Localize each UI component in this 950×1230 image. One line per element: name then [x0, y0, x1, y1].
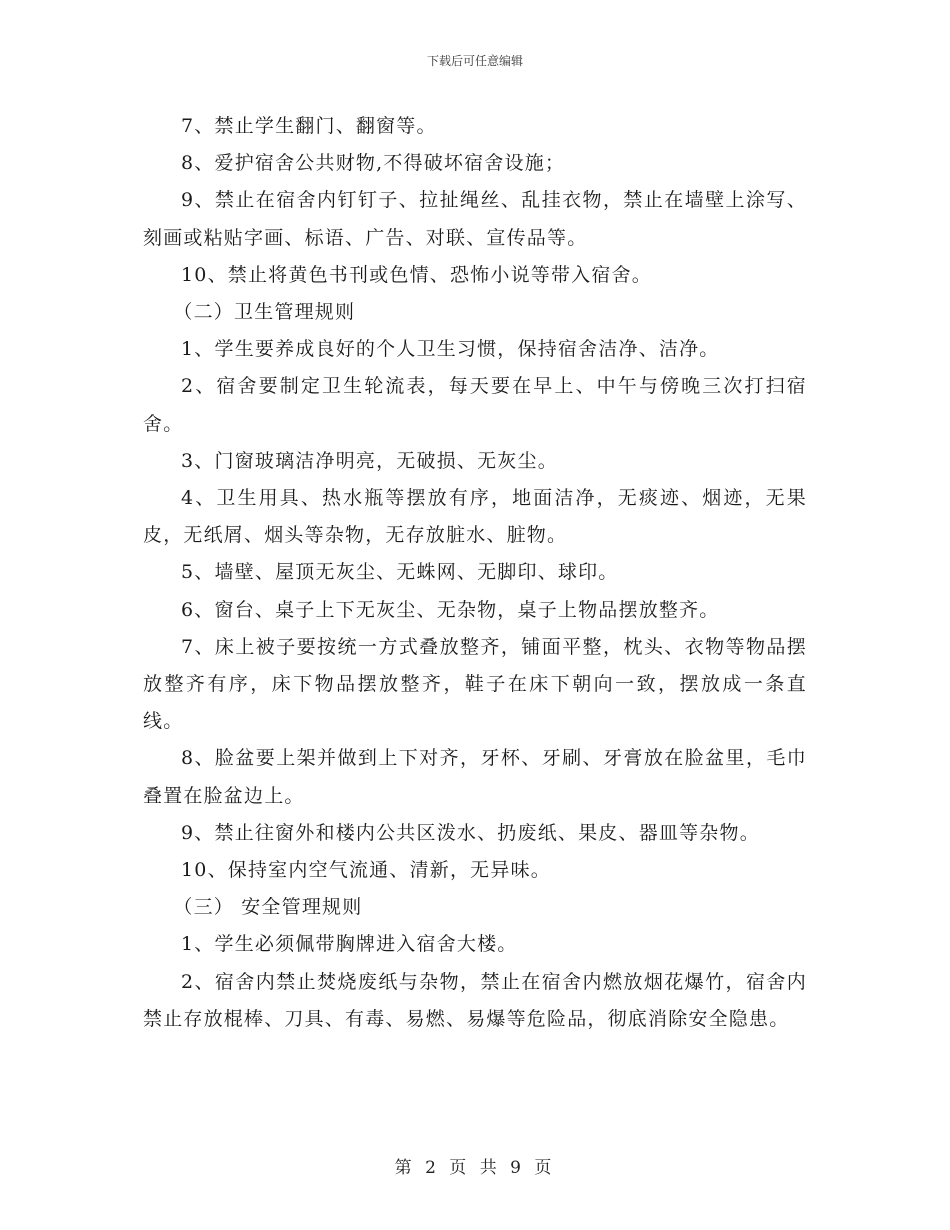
- page-number-footer: 第 2 页 共 9 页: [394, 1158, 556, 1178]
- rule-paragraph: 9、禁止往窗外和楼内公共区泼水、扔废纸、果皮、器皿等杂物。: [181, 821, 760, 844]
- rule-paragraph: 8、脸盆要上架并做到上下对齐，牙杯、牙刷、牙膏放在脸盆里，毛巾叠置在脸盆边上。: [143, 747, 807, 807]
- rule-paragraph: 9、禁止在宿舍内钉钉子、拉扯绳丝、乱挂衣物，禁止在墙壁上涂写、刻画或粘贴字画、标语、广告、对联、宣传品等。: [143, 189, 807, 249]
- section-heading-hygiene: （二）卫生管理规则: [173, 301, 356, 324]
- rule-paragraph: 7、床上被子要按统一方式叠放整齐，铺面平整，枕头、衣物等物品摆放整齐有序，床下物品摆放整齐，鞋子在床下朝向一致，摆放成一条直线。: [143, 635, 807, 733]
- rule-paragraph: 7、禁止学生翻门、翻窗等。: [181, 115, 437, 137]
- rule-paragraph: 8、爱护宿舍公共财物,不得破坏宿舍设施；: [181, 152, 566, 175]
- page-header-note: 下载后可任意编辑: [426, 54, 523, 68]
- rule-paragraph: 3、门窗玻璃洁净明亮，无破损、无灰尘。: [181, 449, 558, 472]
- document-body: [143, 108, 807, 1038]
- rule-paragraph: 5、墙壁、屋顶无灰尘、无蛛网、无脚印、球印。: [181, 561, 619, 584]
- section-heading-safety: （三） 安全管理规则: [173, 896, 363, 919]
- rule-paragraph: 1、学生要养成良好的个人卫生习惯，保持宿舍洁净、洁净。: [181, 338, 720, 361]
- rule-paragraph: 1、学生必须佩带胸牌进入宿舍大楼。: [181, 933, 518, 956]
- rule-paragraph: 4、卫生用具、热水瓶等摆放有序，地面洁净，无痰迹、烟迹，无果皮，无纸屑、烟头等杂物，无存放脏水、脏物。: [143, 487, 807, 547]
- rule-paragraph: 2、宿舍内禁止焚烧废纸与杂物，禁止在宿舍内燃放烟花爆竹，宿舍内禁止存放棍棒、刀具、有毒、易燃、易爆等危险品，彻底消除安全隐患。: [143, 970, 807, 1030]
- rule-paragraph: 2、宿舍要制定卫生轮流表，每天要在早上、中午与傍晚三次打扫宿舍。: [143, 375, 807, 435]
- rule-paragraph: 10、保持室内空气流通、清新，无异味。: [181, 859, 551, 882]
- rule-paragraph: 10、禁止将黄色书刊或色情、恐怖小说等带入宿舍。: [181, 263, 652, 286]
- rule-paragraph: 6、窗台、桌子上下无灰尘、无杂物，桌子上物品摆放整齐。: [181, 598, 720, 621]
